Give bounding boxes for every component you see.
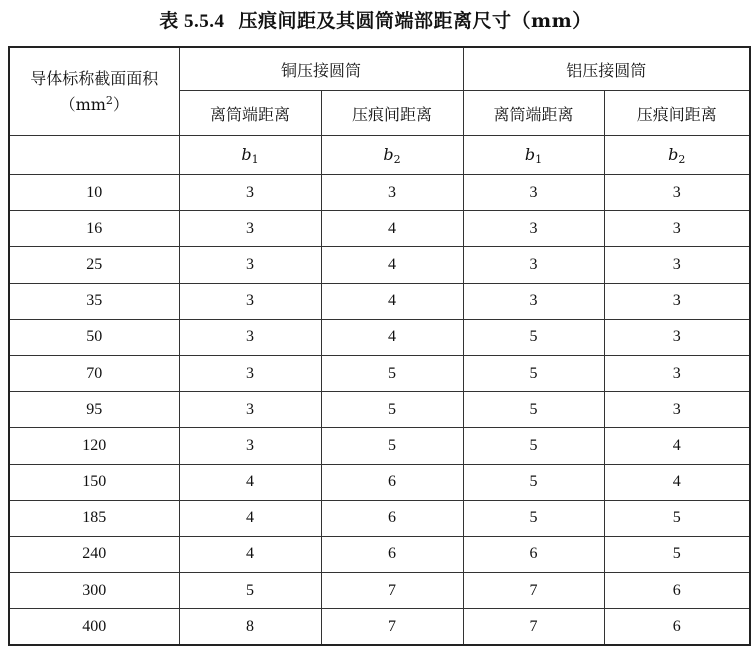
table-row [9, 464, 750, 500]
aluminum-b1-cell: 3 [463, 175, 604, 211]
copper-b2-cell: 5 [321, 428, 463, 464]
header-area-unit: $(mm^2)$ [59, 93, 129, 114]
copper-b2-cell: 4 [321, 283, 463, 319]
area-cell: 120 [9, 428, 179, 464]
aluminum-b1-cell: 3 [463, 211, 604, 247]
symbol-copper-b2: $b_2$ [321, 136, 463, 175]
table-row [9, 609, 750, 646]
copper-b1-cell: 5 [179, 573, 321, 609]
copper-b1-cell: 4 [179, 536, 321, 572]
aluminum-b1-cell: 3 [463, 283, 604, 319]
copper-b2-cell: 7 [321, 609, 463, 646]
header-aluminum: 铝压接圆筒 [463, 47, 750, 91]
aluminum-b2-cell: 3 [604, 319, 750, 355]
header-area-label: 导体标称截面面积 [30, 68, 159, 88]
table-row [9, 392, 750, 428]
header-copper-indent-spacing: 压痕间距离 [321, 91, 463, 136]
header-copper-end-distance: 离筒端距离 [179, 91, 321, 136]
area-cell: 95 [9, 392, 179, 428]
copper-b2-cell: 4 [321, 319, 463, 355]
copper-b2-cell: 6 [321, 500, 463, 536]
table-row [9, 573, 750, 609]
copper-b1-cell: 3 [179, 355, 321, 391]
copper-b2-cell: 5 [321, 355, 463, 391]
aluminum-b2-cell: 4 [604, 428, 750, 464]
header-area-cell [9, 47, 179, 136]
area-cell: 240 [9, 536, 179, 572]
table-row [9, 283, 750, 319]
area-cell: 10 [9, 175, 179, 211]
area-cell: 70 [9, 355, 179, 391]
copper-b1-cell: 3 [179, 247, 321, 283]
table-row [9, 428, 750, 464]
copper-b2-cell: 6 [321, 464, 463, 500]
aluminum-b1-cell: 5 [463, 428, 604, 464]
symbol-aluminum-b2: $b_2$ [604, 136, 750, 175]
symbol-empty-cell [9, 136, 179, 175]
aluminum-b2-cell: 3 [604, 175, 750, 211]
aluminum-b1-cell: 7 [463, 609, 604, 646]
copper-b1-cell: 4 [179, 464, 321, 500]
aluminum-b2-cell: 3 [604, 392, 750, 428]
aluminum-b1-cell: 3 [463, 247, 604, 283]
copper-b1-cell: 3 [179, 428, 321, 464]
aluminum-b2-cell: 3 [604, 283, 750, 319]
table-row [9, 319, 750, 355]
aluminum-b1-cell: 5 [463, 464, 604, 500]
aluminum-b1-cell: 5 [463, 500, 604, 536]
symbol-copper-b1: $b_1$ [179, 136, 321, 175]
aluminum-b2-cell: 5 [604, 536, 750, 572]
aluminum-b2-cell: 5 [604, 500, 750, 536]
table-number: 表 5.5.4 [159, 11, 225, 32]
aluminum-b2-cell: 3 [604, 355, 750, 391]
aluminum-b2-cell: 6 [604, 609, 750, 646]
table-title [0, 6, 751, 33]
table-row [9, 500, 750, 536]
table-row [9, 355, 750, 391]
table-row [9, 175, 750, 211]
area-cell: 400 [9, 609, 179, 646]
copper-b2-cell: 5 [321, 392, 463, 428]
aluminum-b1-cell: 7 [463, 573, 604, 609]
copper-b2-cell: 3 [321, 175, 463, 211]
table-row [9, 536, 750, 572]
copper-b1-cell: 3 [179, 283, 321, 319]
copper-b2-cell: 4 [321, 211, 463, 247]
area-cell: 35 [9, 283, 179, 319]
copper-b1-cell: 3 [179, 175, 321, 211]
copper-b1-cell: 3 [179, 392, 321, 428]
table-row [9, 211, 750, 247]
aluminum-b1-cell: 5 [463, 319, 604, 355]
header-aluminum-end-distance: 离筒端距离 [463, 91, 604, 136]
header-aluminum-indent-spacing: 压痕间距离 [604, 91, 750, 136]
area-cell: 150 [9, 464, 179, 500]
copper-b1-cell: 3 [179, 211, 321, 247]
area-cell: 50 [9, 319, 179, 355]
copper-b2-cell: 7 [321, 573, 463, 609]
table-row [9, 247, 750, 283]
aluminum-b1-cell: 5 [463, 355, 604, 391]
symbol-aluminum-b1: $b_1$ [463, 136, 604, 175]
area-cell: 25 [9, 247, 179, 283]
dimension-table [8, 46, 751, 646]
aluminum-b2-cell: 3 [604, 211, 750, 247]
copper-b1-cell: 8 [179, 609, 321, 646]
copper-b1-cell: 3 [179, 319, 321, 355]
header-copper: 铜压接圆筒 [179, 47, 463, 91]
aluminum-b2-cell: 6 [604, 573, 750, 609]
aluminum-b1-cell: 5 [463, 392, 604, 428]
area-cell: 300 [9, 573, 179, 609]
table-caption: 压痕间距及其圆筒端部距离尺寸（mm） [238, 10, 592, 32]
area-cell: 185 [9, 500, 179, 536]
copper-b2-cell: 6 [321, 536, 463, 572]
area-cell: 16 [9, 211, 179, 247]
aluminum-b2-cell: 3 [604, 247, 750, 283]
aluminum-b1-cell: 6 [463, 536, 604, 572]
copper-b2-cell: 4 [321, 247, 463, 283]
aluminum-b2-cell: 4 [604, 464, 750, 500]
copper-b1-cell: 4 [179, 500, 321, 536]
